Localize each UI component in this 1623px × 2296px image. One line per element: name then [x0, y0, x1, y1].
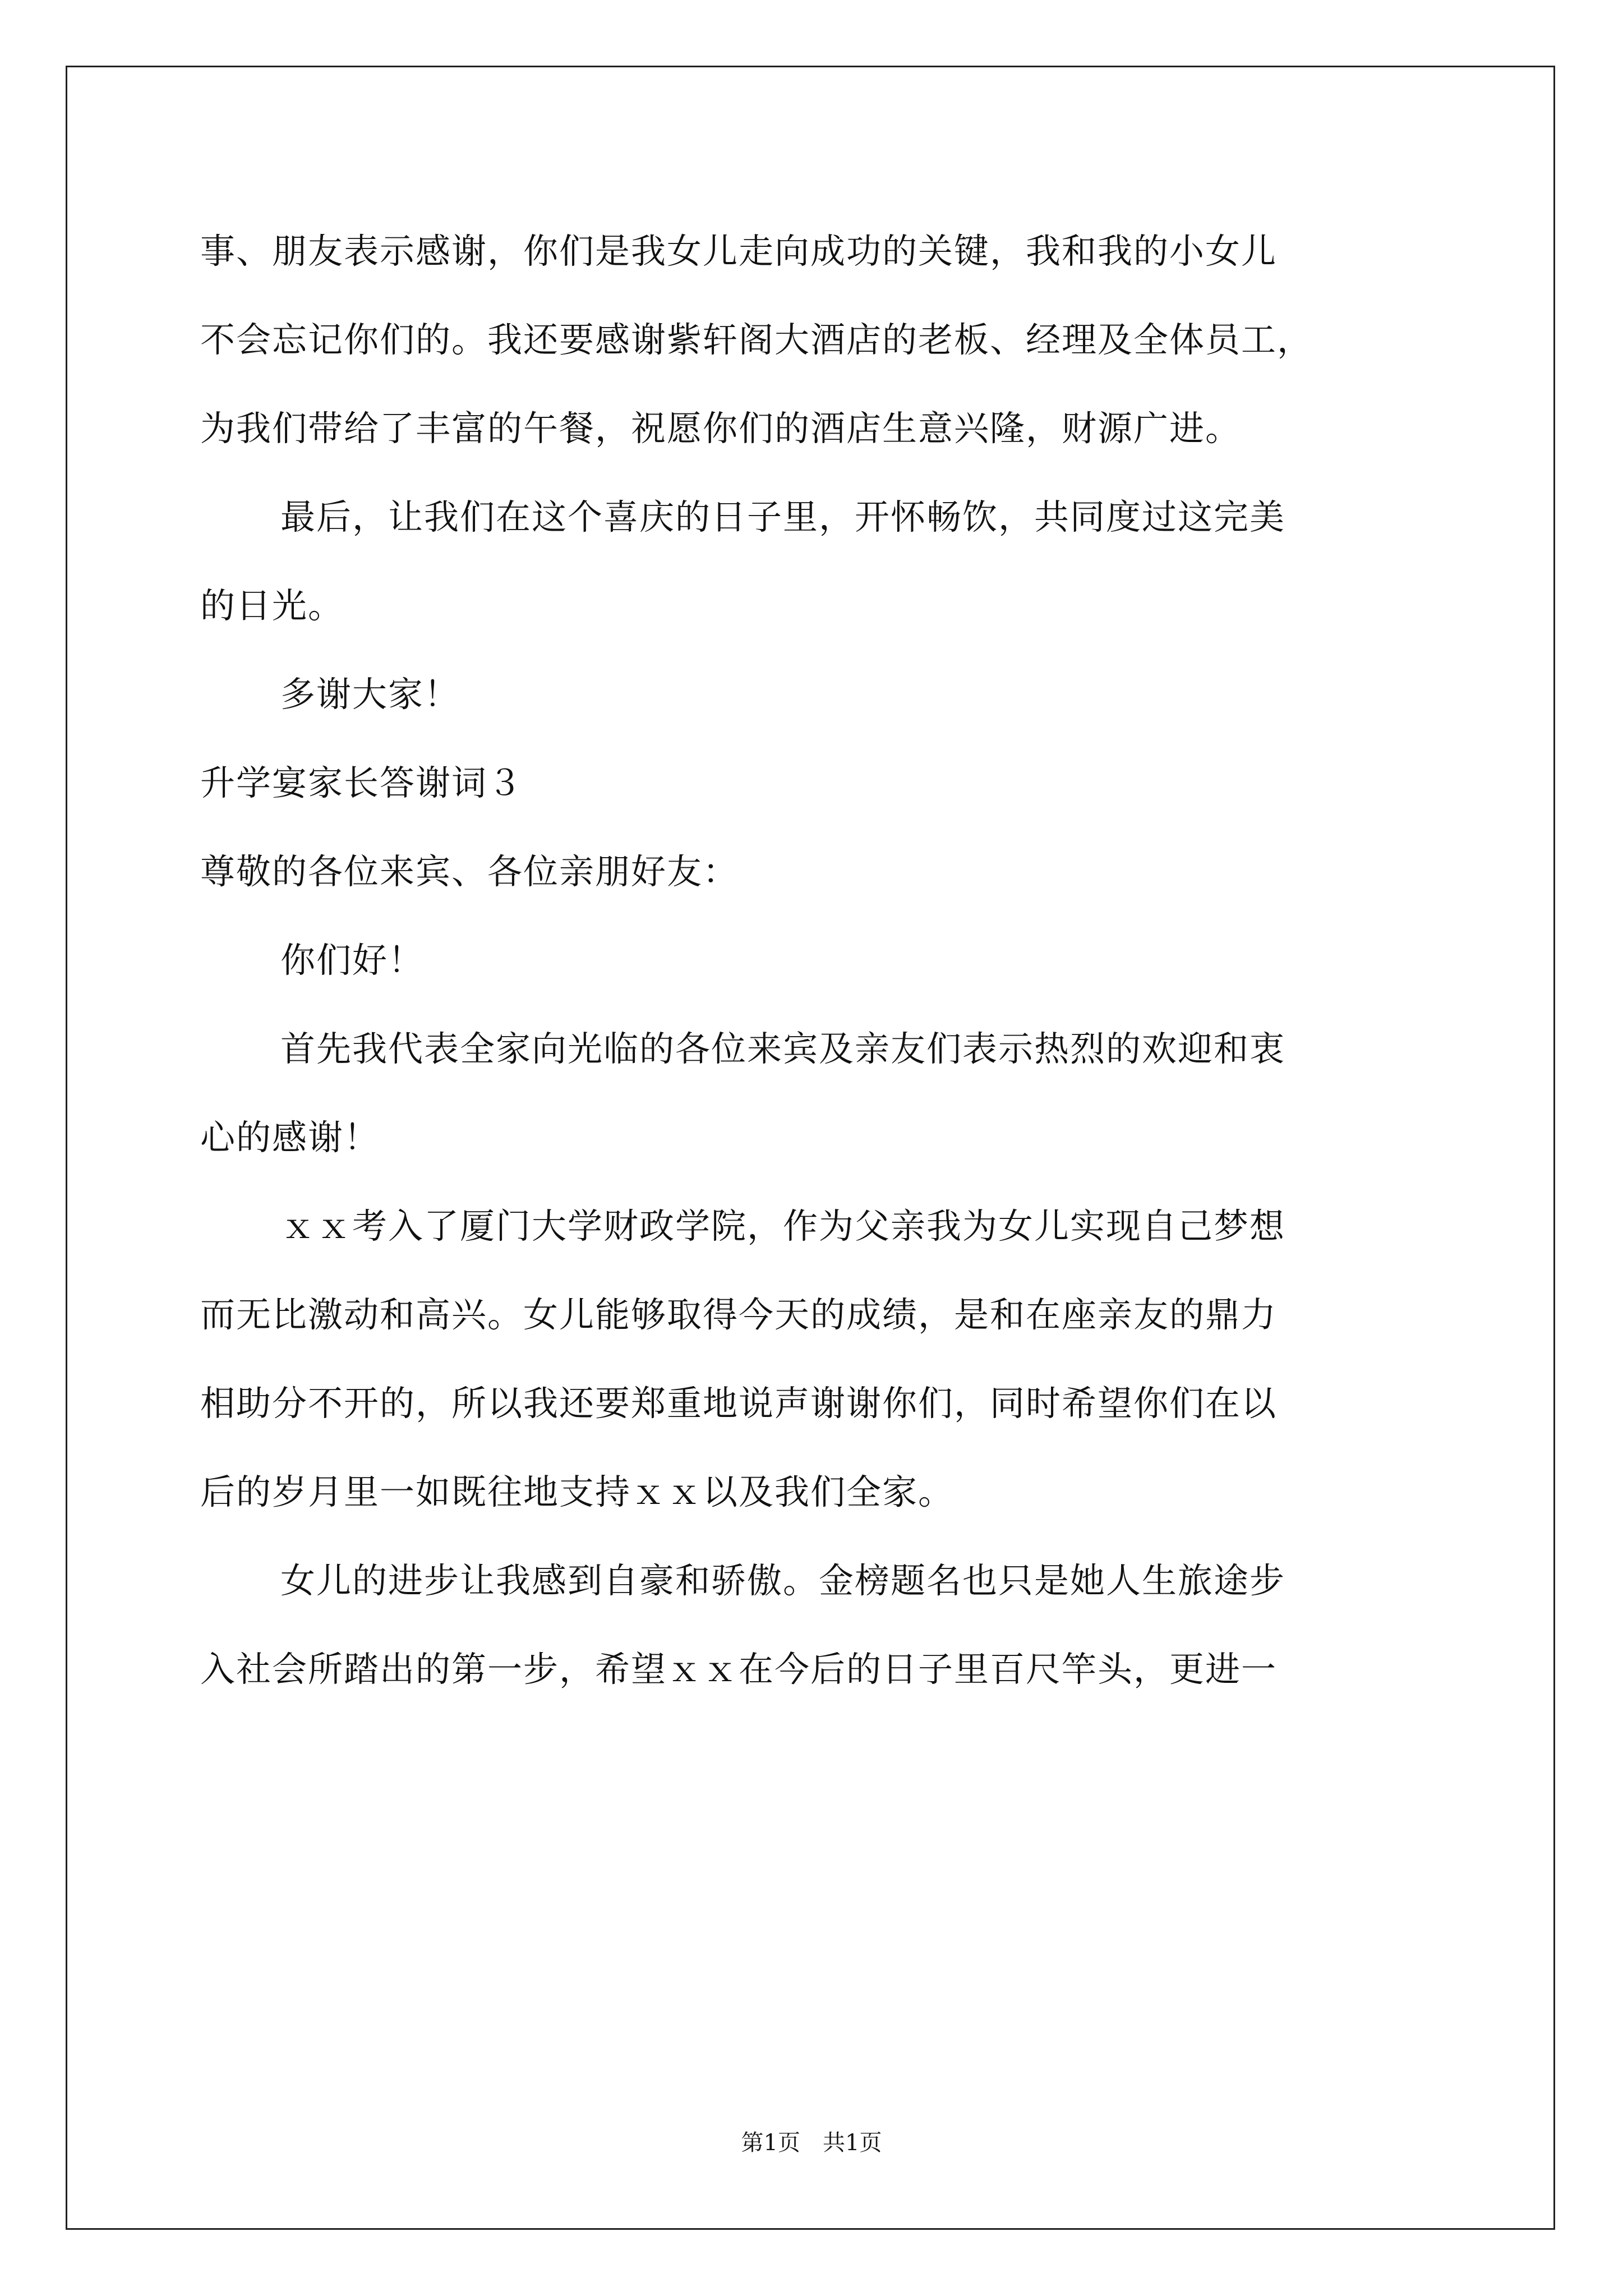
body-line-6: 多谢大家！	[280, 674, 460, 715]
body-line-5: 的日光。	[200, 585, 344, 626]
body-line-17: 入社会所踏出的第一步，希望ｘｘ在今后的日子里百尺竿头，更进一	[200, 1649, 1278, 1690]
body-line-14: 相助分不开的，所以我还要郑重地说声谢谢你们，同时希望你们在以	[200, 1383, 1278, 1424]
section-heading: 升学宴家长答谢词３	[200, 762, 524, 803]
greeting: 你们好！	[280, 940, 425, 981]
body-line-10: 首先我代表全家向光临的各位来宾及亲友们表示热烈的欢迎和衷	[280, 1028, 1286, 1069]
body-line-3: 为我们带给了丰富的午餐，祝愿你们的酒店生意兴隆，财源广进。	[200, 408, 1242, 449]
body-line-15: 后的岁月里一如既往地支持ｘｘ以及我们全家。	[200, 1471, 955, 1512]
body-line-11: 心的感谢！	[200, 1117, 380, 1158]
body-line-13: 而无比激动和高兴。女儿能够取得今天的成绩，是和在座亲友的鼎力	[200, 1294, 1278, 1335]
body-line-1: 事、朋友表示感谢，你们是我女儿走向成功的关键，我和我的小女儿	[200, 231, 1278, 272]
body-line-12: ｘｘ考入了厦门大学财政学院，作为父亲我为女儿实现自己梦想	[280, 1205, 1286, 1246]
salutation: 尊敬的各位来宾、各位亲朋好友：	[200, 851, 739, 892]
body-line-2: 不会忘记你们的。我还要感谢紫轩阁大酒店的老板、经理及全体员工，	[200, 319, 1313, 360]
body-line-4: 最后，让我们在这个喜庆的日子里，开怀畅饮，共同度过这完美	[280, 496, 1286, 537]
page-footer: 第1页 共1页	[741, 2130, 882, 2156]
body-line-16: 女儿的进步让我感到自豪和骄傲。金榜题名也只是她人生旅途步	[280, 1560, 1286, 1601]
